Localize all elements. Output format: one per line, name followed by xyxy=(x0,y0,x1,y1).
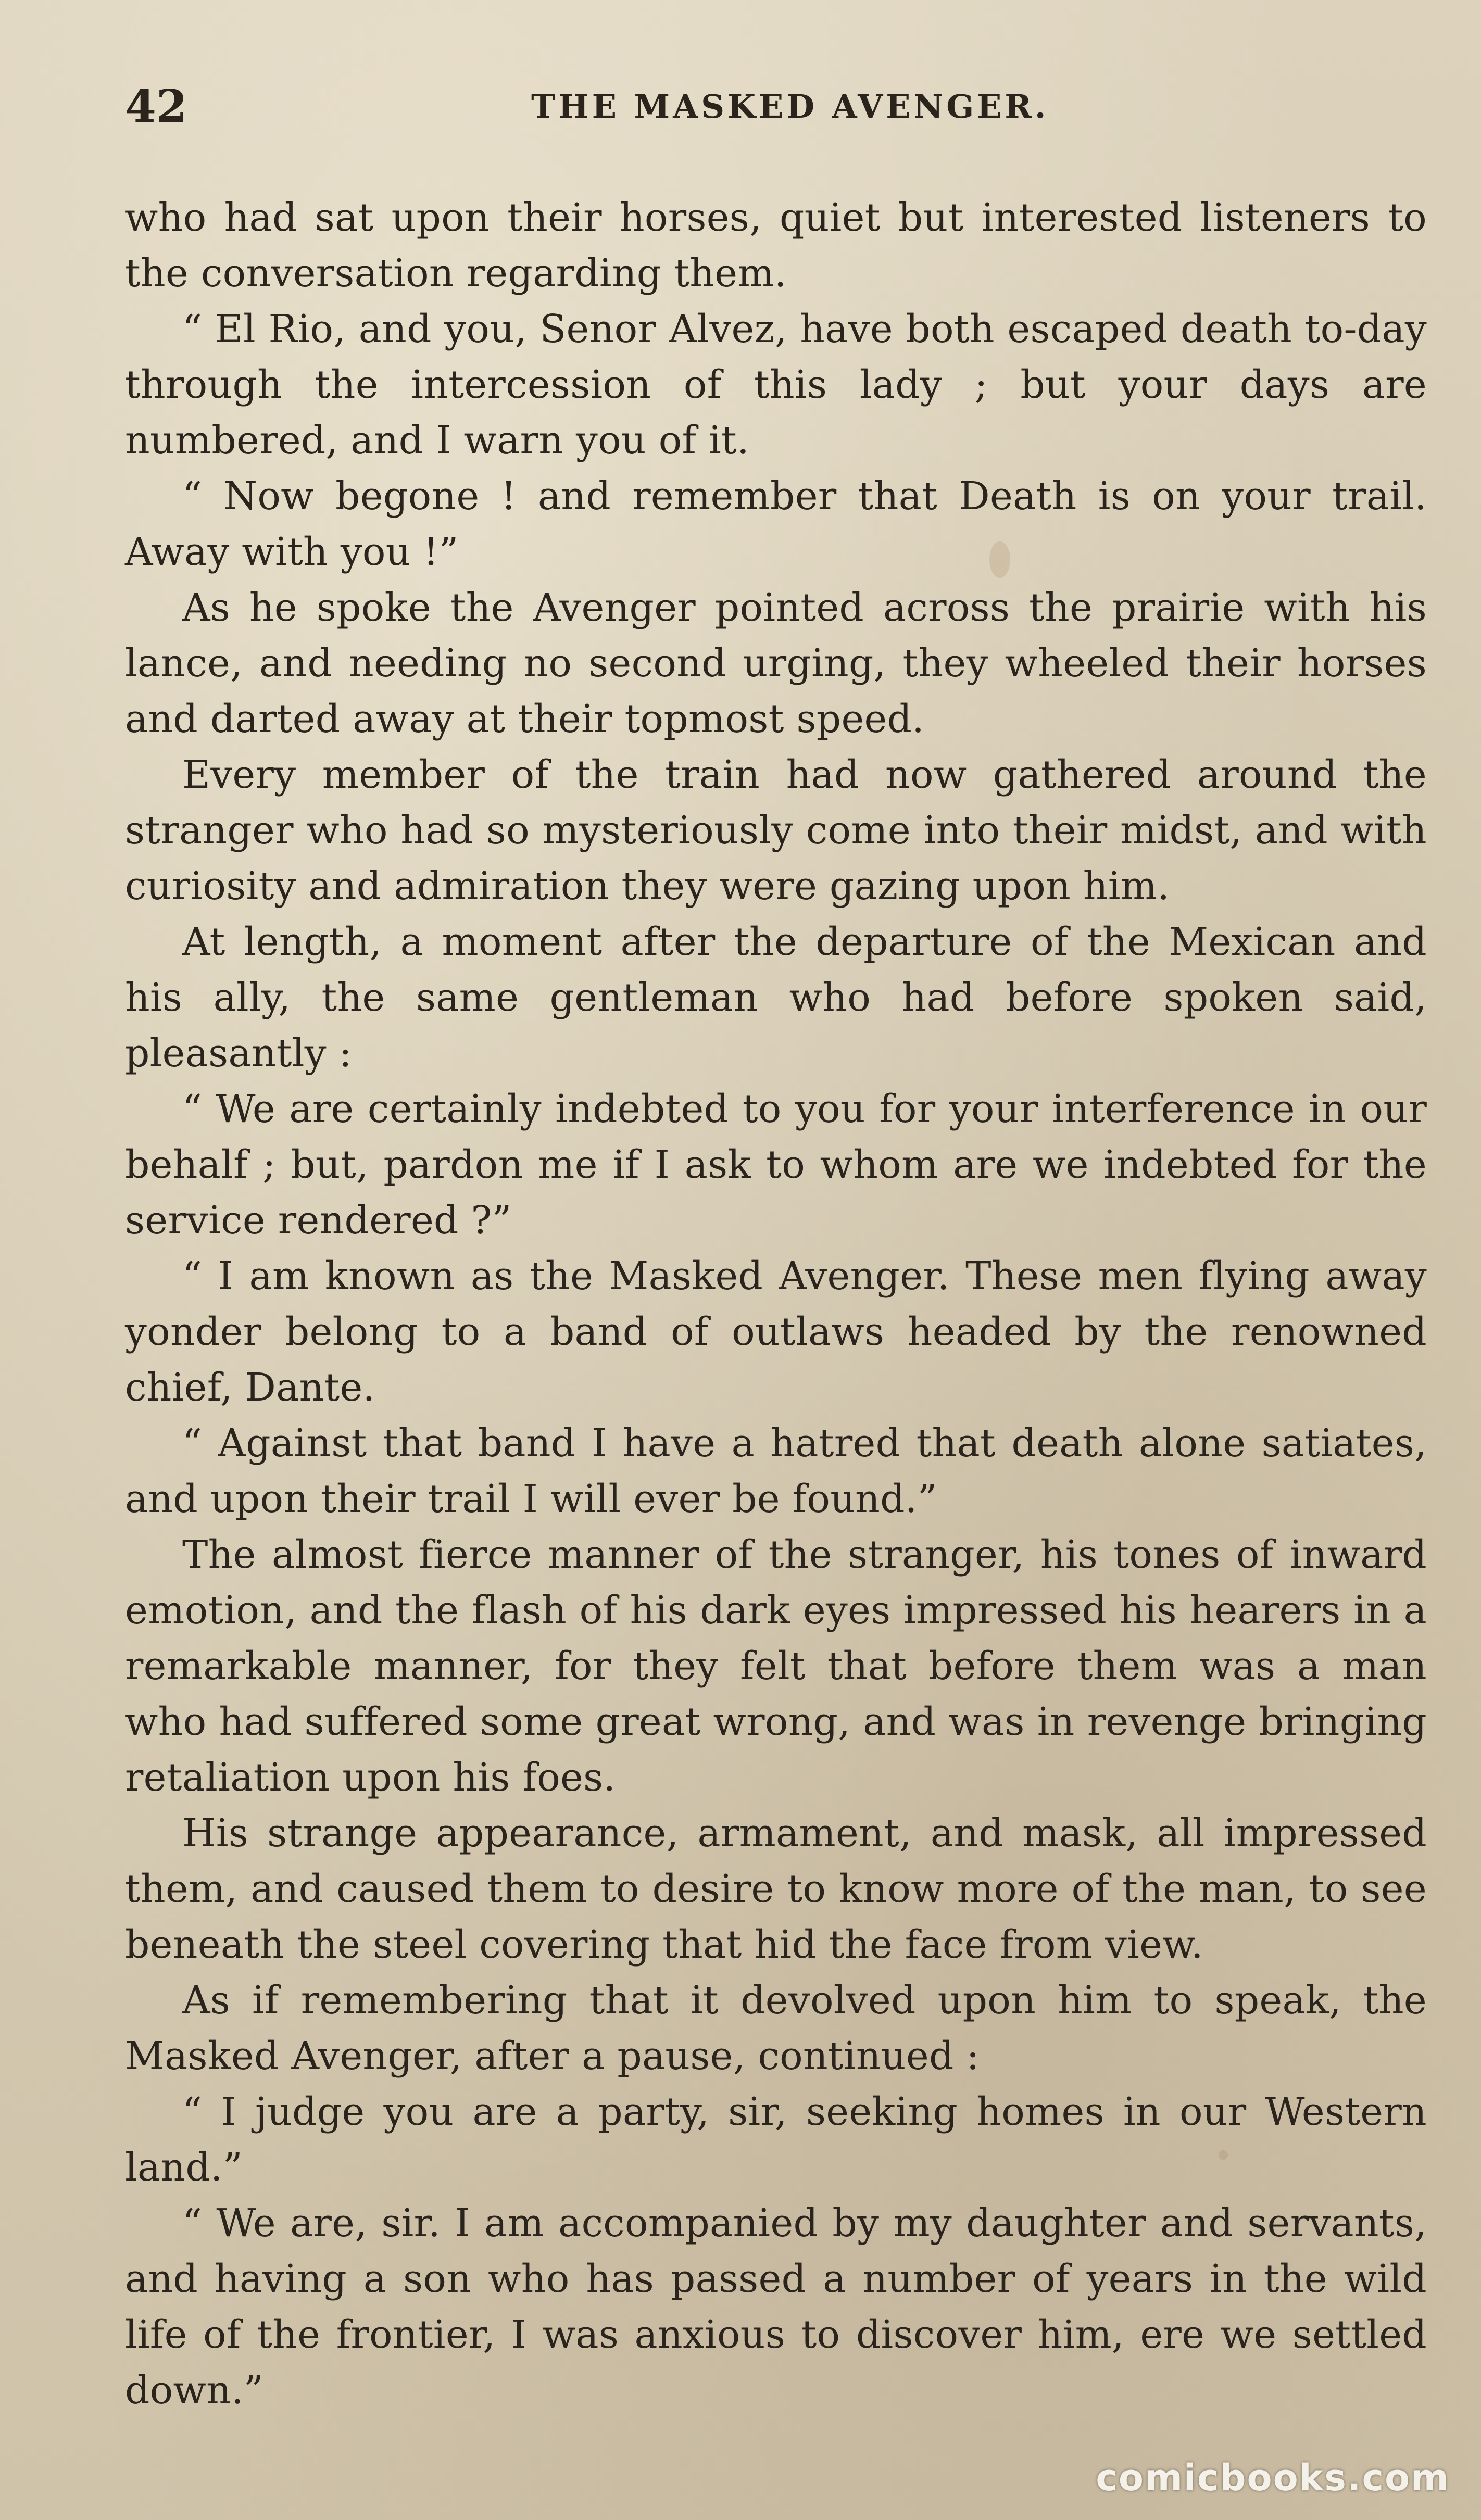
paragraph: The almost fierce manner of the stranger, his tones of inward emotion, and the flash of his dark eyes impressed his hearers in a remarkable manner, for they felt that before them was a man who had suffered some great wrong, and was in revenge bringing retaliation upon his foes. xyxy=(125,1532,1427,1800)
paragraph: who had sat upon their horses, quiet but interested listeners to the conversation regarding them. xyxy=(125,195,1427,296)
paragraph: “ I judge you are a party, sir, seeking homes in our Western land.” xyxy=(125,2089,1427,2190)
paragraph: “ We are certainly indebted to you for your interference in our behalf ; but, pardon me if I ask to whom are we indebted for the service rendered ?” xyxy=(125,1087,1427,1243)
paragraph: His strange appearance, armament, and mask, all impressed them, and caused them to desire to know more of the man, to see beneath the steel covering that hid the face from view. xyxy=(125,1811,1427,1967)
paragraph: Every member of the train had now gathered around the stranger who had so mysteriously come into their midst, and with curiosity and admiration they were gazing upon him. xyxy=(125,752,1427,909)
watermark: comicbooks.com xyxy=(1096,2456,1450,2499)
body-text xyxy=(125,190,1427,2418)
running-title: THE MASKED AVENGER. xyxy=(531,87,1049,125)
paragraph: “ I am known as the Masked Avenger. These men flying away yonder belong to a band of outlaws headed by the renowned chief, Dante. xyxy=(125,1254,1427,1410)
paragraph: “ El Rio, and you, Senor Alvez, have both escaped death to-day through the intercession of this lady ; but your days are numbered, and I warn you of it. xyxy=(125,307,1427,463)
running-head xyxy=(125,78,1429,135)
paragraph: As he spoke the Avenger pointed across the prairie with his lance, and needing no second urging, they wheeled their horses and darted away at their topmost speed. xyxy=(125,585,1427,741)
paragraph: “ We are, sir. I am accompanied by my daughter and servants, and having a son who has passed a number of years in the wild life of the frontier, I was anxious to discover him, ere we settled down.” xyxy=(125,2201,1427,2413)
page-number: 42 xyxy=(125,80,187,133)
paragraph: At length, a moment after the departure of the Mexican and his ally, the same gentleman who had before spoken said, pleasantly : xyxy=(125,919,1427,1076)
paragraph: “ Now begone ! and remember that Death is on your trail. Away with you !” xyxy=(125,474,1427,574)
paragraph: As if remembering that it devolved upon him to speak, the Masked Avenger, after a pause, continued : xyxy=(125,1978,1427,2078)
paragraph: “ Against that band I have a hatred that death alone satiates, and upon their trail I will ever be found.” xyxy=(125,1421,1427,1521)
